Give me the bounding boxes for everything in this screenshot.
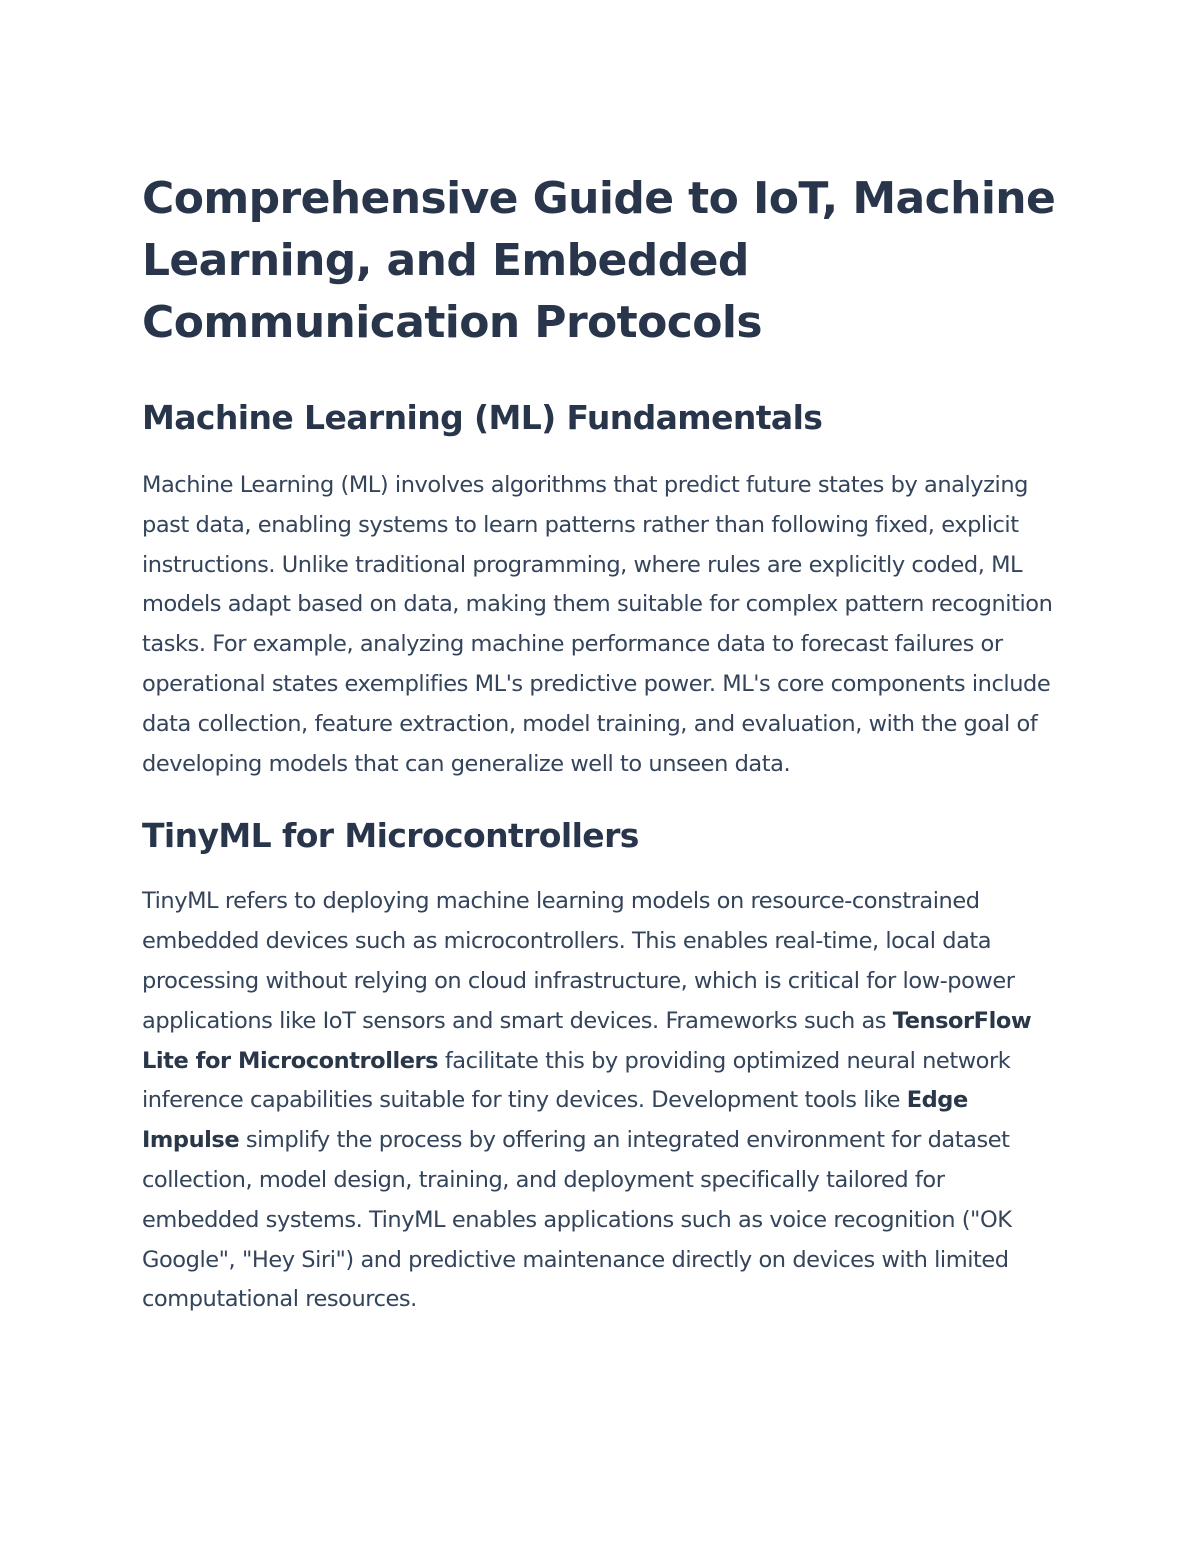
tensorflow-lite-emphasis: TensorFlow Lite for Microcontrollers — [142, 1007, 1032, 1074]
section-paragraph-tinyml — [142, 882, 1060, 1320]
document-page — [142, 168, 1060, 1320]
edge-impulse-emphasis: Edge Impulse — [142, 1087, 968, 1154]
section-heading-tinyml: TinyML for Microcontrollers — [142, 816, 639, 856]
paragraph-text-segment: facilitate this by providing optimized neural network inference capabilities suitable for tiny devices. Development tools like — [142, 1047, 1011, 1114]
section-heading-ml-fundamentals: Machine Learning (ML) Fundamentals — [142, 398, 823, 437]
paragraph-text-segment: simplify the process by offering an integrated environment for dataset collection, model design, training, and deployment specifically tailored for embedded systems. TinyML enables applications such as voice recognition ("OK Google", "Hey Siri") and predictive maintenance directly on devices with limited computational resources. — [142, 1127, 1012, 1313]
document-title: Comprehensive Guide to IoT, Machine Learning, and Embedded Communication Protocols — [142, 173, 1056, 348]
section-paragraph-ml-fundamentals: Machine Learning (ML) involves algorithms that predict future states by analyzing past data, enabling systems to learn patterns rather than following fixed, explicit instructions. Unlike traditional programming, where rules are explicitly coded, ML models adapt based on data, making them suitable for complex pattern recognition tasks. For example, analyzing machine performance data to forecast failures or operational states exemplifies ML's predictive power. ML's core components include data collection, feature extraction, model training, and evaluation, with the goal of developing models that can generalize well to unseen data. — [142, 472, 1053, 777]
paragraph-text-segment: TinyML refers to deploying machine learning models on resource-constrained embedded devices such as microcontrollers. This enables real-time, local data processing without relying on cloud infrastructure, which is critical for low-power applications like IoT sensors and smart devices. Frameworks such as — [142, 888, 1015, 1034]
